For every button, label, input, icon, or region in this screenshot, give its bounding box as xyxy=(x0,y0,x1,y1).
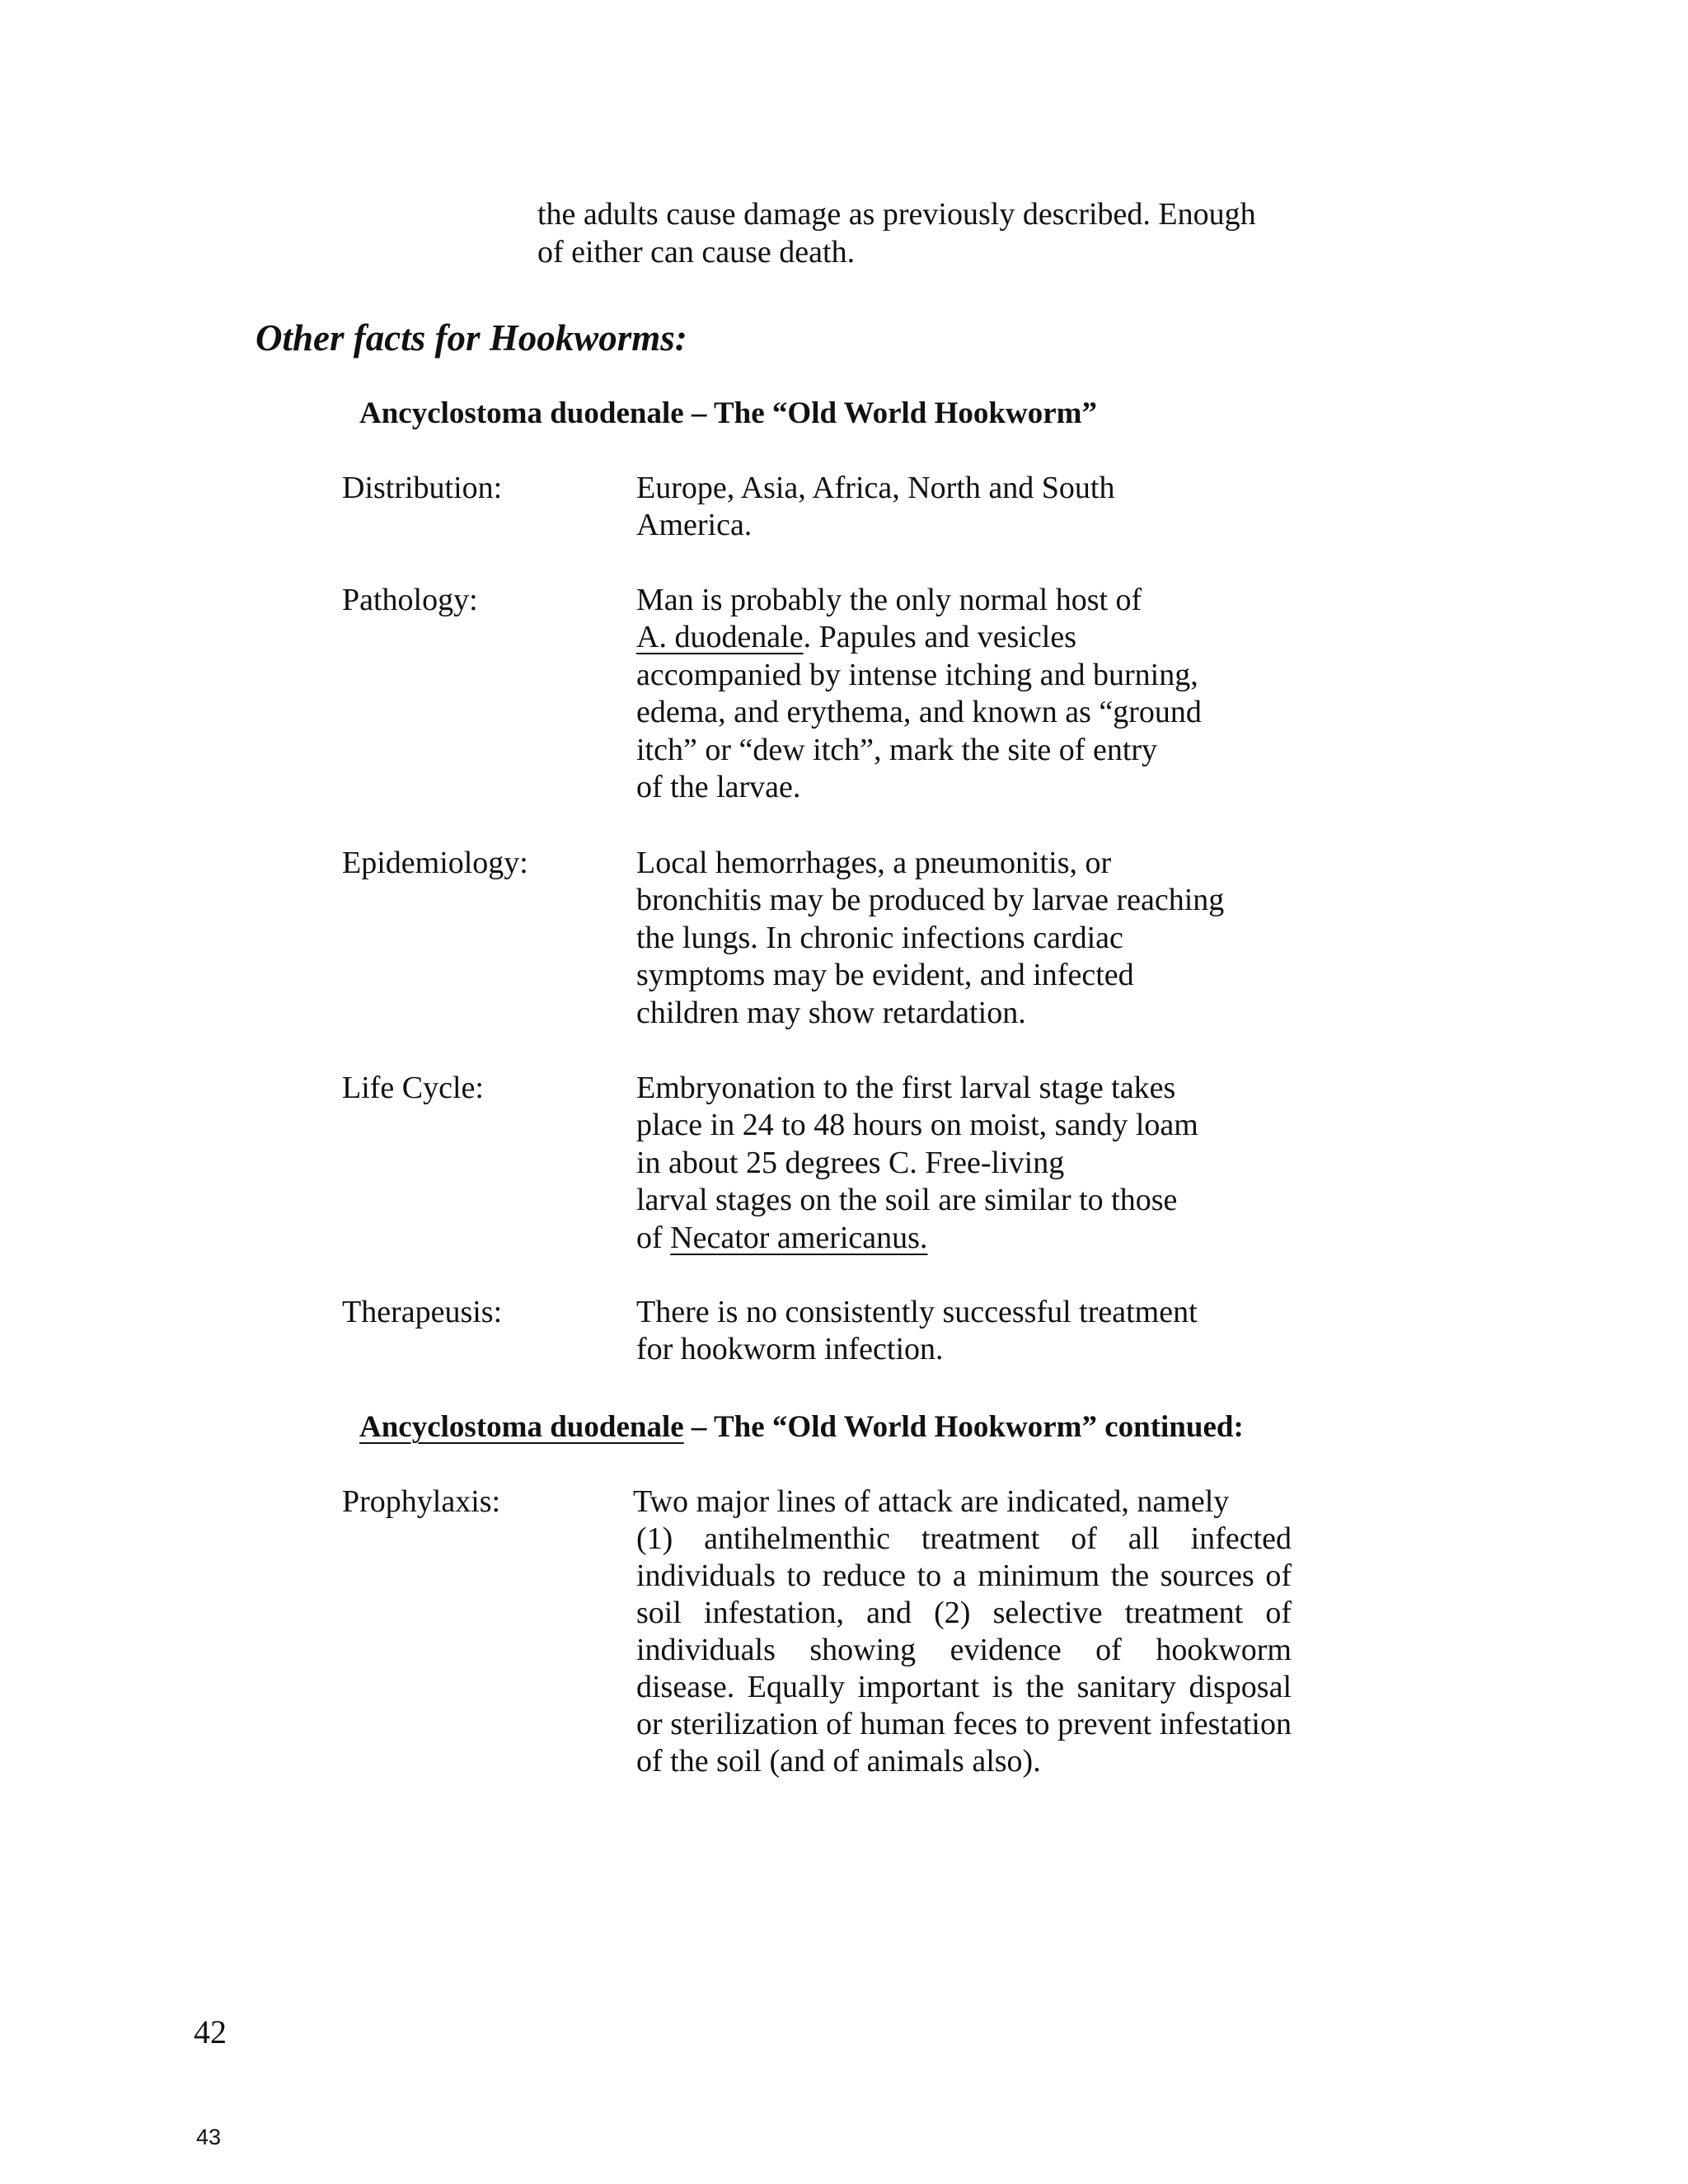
page-number: 42 xyxy=(194,2013,227,2050)
prophylaxis-body: (1) antihelmenthic treatment of all infected individuals to reduce to a minimum the sources of soil infestation, and (2) selective treatment of individuals showing evidence of hookworm disease. Equally important is the sanitary disposal or sterilization of human feces to prevent infestation of the soil (and of animals also). xyxy=(636,1521,1292,1779)
intro-line-1: the adults cause damage as previously described. Enough xyxy=(537,197,1256,232)
species-name-underlined: A. duodenale xyxy=(636,620,804,655)
section-2-title: Ancyclostoma duodenale – The “Old World Hookworm” continued: xyxy=(359,1410,1244,1444)
pathology-label: Pathology: xyxy=(342,583,478,617)
necator-underlined: Necator americanus. xyxy=(670,1220,928,1255)
epidemiology-label: Epidemiology: xyxy=(342,846,528,880)
section-1-title: Ancyclostoma duodenale – The “Old World Hookworm” xyxy=(359,396,1097,430)
epidemiology-text: Local hemorrhages, a pneumonitis, or bronchitis may be produced by larvae reaching the lungs. In chronic infections cardiac symptoms may be evident, and infected children may show retardation. xyxy=(636,846,1225,1030)
pathology-text: Man is probably the only normal host of A. duodenale. Papules and vesicles accompanied by intense itching and burning, edema, and erythema, and known as “ground itch” or “dew itch”, mark the site of entry of the larvae. xyxy=(636,583,1202,805)
life-cycle-label: Life Cycle: xyxy=(342,1071,484,1105)
intro-line-2: of either can cause death. xyxy=(537,235,856,269)
distribution-label: Distribution: xyxy=(342,471,503,505)
distribution-text: Europe, Asia, Africa, North and South America. xyxy=(636,471,1115,543)
prophylaxis-lead: Two major lines of attack are indicated, namely xyxy=(633,1484,1230,1519)
section-heading: Other facts for Hookworms: xyxy=(256,317,687,359)
prophylaxis-label: Prophylaxis: xyxy=(342,1484,501,1519)
therapeusis-text: There is no consistently successful treatment for hookworm infection. xyxy=(636,1295,1198,1367)
page-number-secondary: 43 xyxy=(196,2125,222,2149)
life-cycle-text: Embryonation to the first larval stage takes place in 24 to 48 hours on moist, sandy loam in about 25 degrees C. Free-living larval stages on the soil are similar to those of Necator americanus. xyxy=(636,1071,1198,1255)
therapeusis-label: Therapeusis: xyxy=(342,1295,503,1329)
